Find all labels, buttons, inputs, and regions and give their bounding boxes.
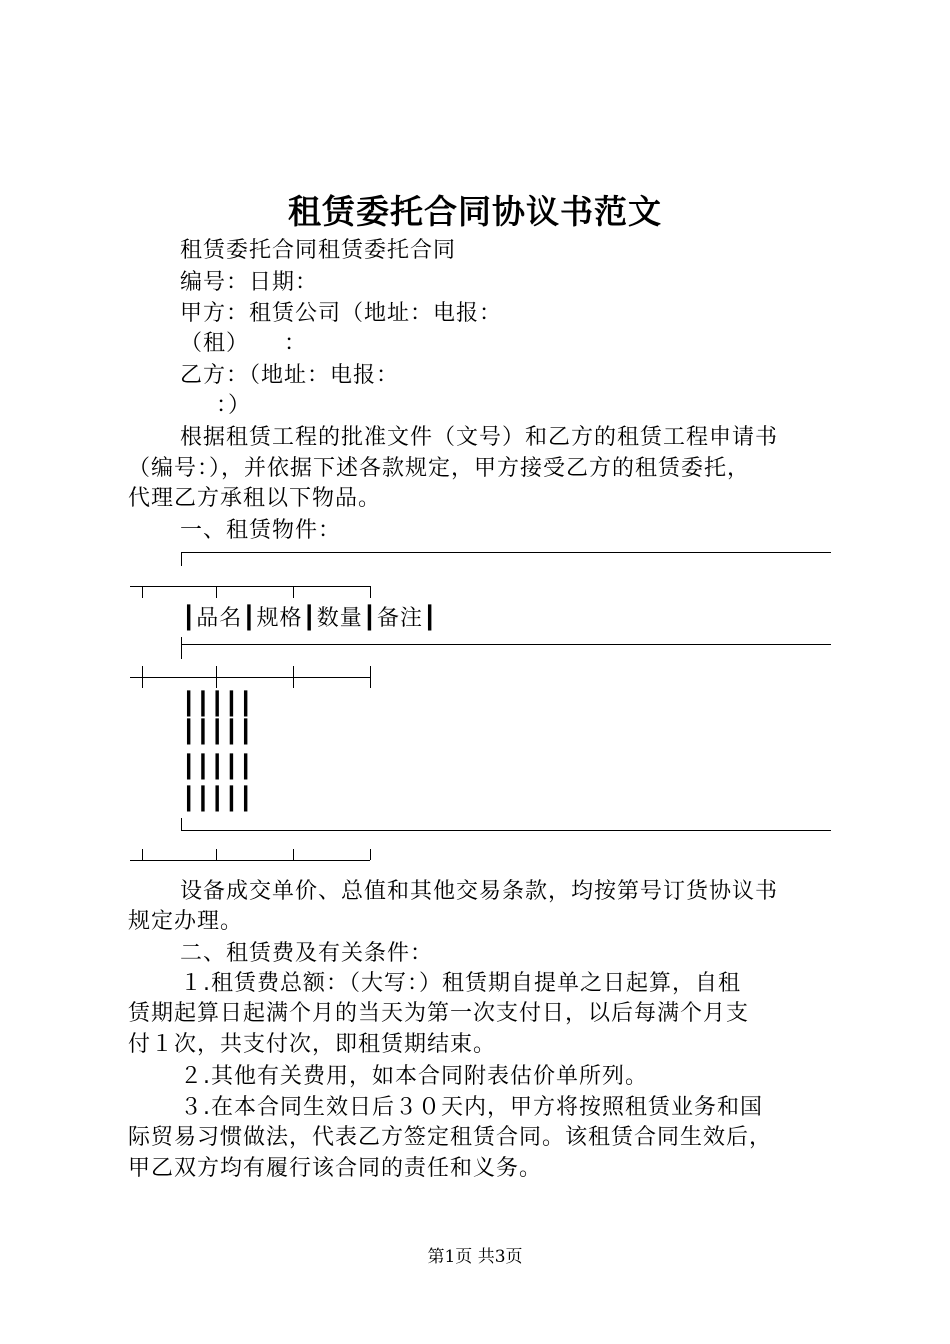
table-tick — [370, 586, 371, 598]
party-b-line: 乙方：（地址：电报： — [180, 363, 400, 388]
clause-line: 赁期起算日起满个月的当天为第一次支付日，以后每满个月支 — [128, 1001, 750, 1026]
number-date-line: 编号：日期： — [180, 270, 319, 295]
table-tick — [216, 666, 217, 688]
table-header-row: ┃品名┃规格┃数量┃备注┃ — [182, 606, 438, 631]
table-tick — [142, 586, 143, 598]
table-row: ┃┃┃┃┃ — [182, 692, 254, 717]
table-corner — [181, 818, 182, 831]
table-bottom-rule-wrap — [130, 860, 370, 861]
table-tick — [293, 849, 294, 860]
paragraph-line: 规定办理。 — [128, 909, 244, 934]
clause-line: 甲乙双方均有履行该合同的责任和义务。 — [128, 1156, 543, 1181]
paragraph-line: （编号：），并依据下述各款规定，甲方接受乙方的租赁委托， — [128, 456, 751, 481]
table-tick — [142, 666, 143, 688]
clause-line: １.租赁费总额：（大写：）租赁期自提单之日起算，自租 — [180, 971, 741, 996]
table-corner — [181, 552, 182, 566]
paragraph-line: 代理乙方承租以下物品。 — [128, 486, 382, 511]
clause-line: ２.其他有关费用，如本合同附表估价单所列。 — [180, 1064, 648, 1089]
table-tick — [216, 586, 217, 598]
table-tick — [370, 666, 371, 688]
document-title: 租赁委托合同协议书范文 — [288, 192, 662, 231]
table-row: ┃┃┃┃┃ — [182, 755, 254, 780]
clause-line: 付１次，共支付次，即租赁期结束。 — [128, 1032, 497, 1057]
table-header-rule-wrap — [130, 677, 370, 678]
paragraph-line: 设备成交单价、总值和其他交易条款，均按第号订货协议书 — [180, 879, 779, 904]
table-bottom-rule — [181, 830, 831, 831]
paragraph-line: 根据租赁工程的批准文件（文号）和乙方的租赁工程申请书 — [180, 425, 779, 450]
table-top-rule — [181, 552, 831, 553]
table-tick — [293, 666, 294, 688]
table-header-rule — [181, 644, 831, 645]
table-tick — [142, 849, 143, 860]
page-footer: 第1页 共3页 — [427, 1247, 523, 1267]
table-row: ┃┃┃┃┃ — [182, 787, 254, 812]
party-a-cont-line: （租） ： — [180, 331, 308, 356]
table-top-rule-wrap — [130, 586, 370, 587]
clause-line: ３.在本合同生效日后３０天内，甲方将按照租赁业务和国 — [180, 1095, 763, 1120]
table-tick — [216, 849, 217, 860]
clause-line: 际贸易习惯做法，代表乙方签定租赁合同。该租赁合同生效后， — [128, 1125, 773, 1150]
party-b-cont-line: ：） — [216, 393, 252, 418]
section-heading: 二、租赁费及有关条件： — [180, 941, 434, 966]
section-heading: 一、租赁物件： — [180, 518, 342, 543]
table-tick — [370, 849, 371, 860]
table-tick — [293, 586, 294, 598]
contract-subtitle: 租赁委托合同租赁委托合同 — [180, 238, 457, 263]
party-a-line: 甲方：租赁公司（地址：电报： — [180, 301, 503, 326]
table-row: ┃┃┃┃┃ — [182, 720, 254, 745]
table-tick — [181, 637, 182, 659]
